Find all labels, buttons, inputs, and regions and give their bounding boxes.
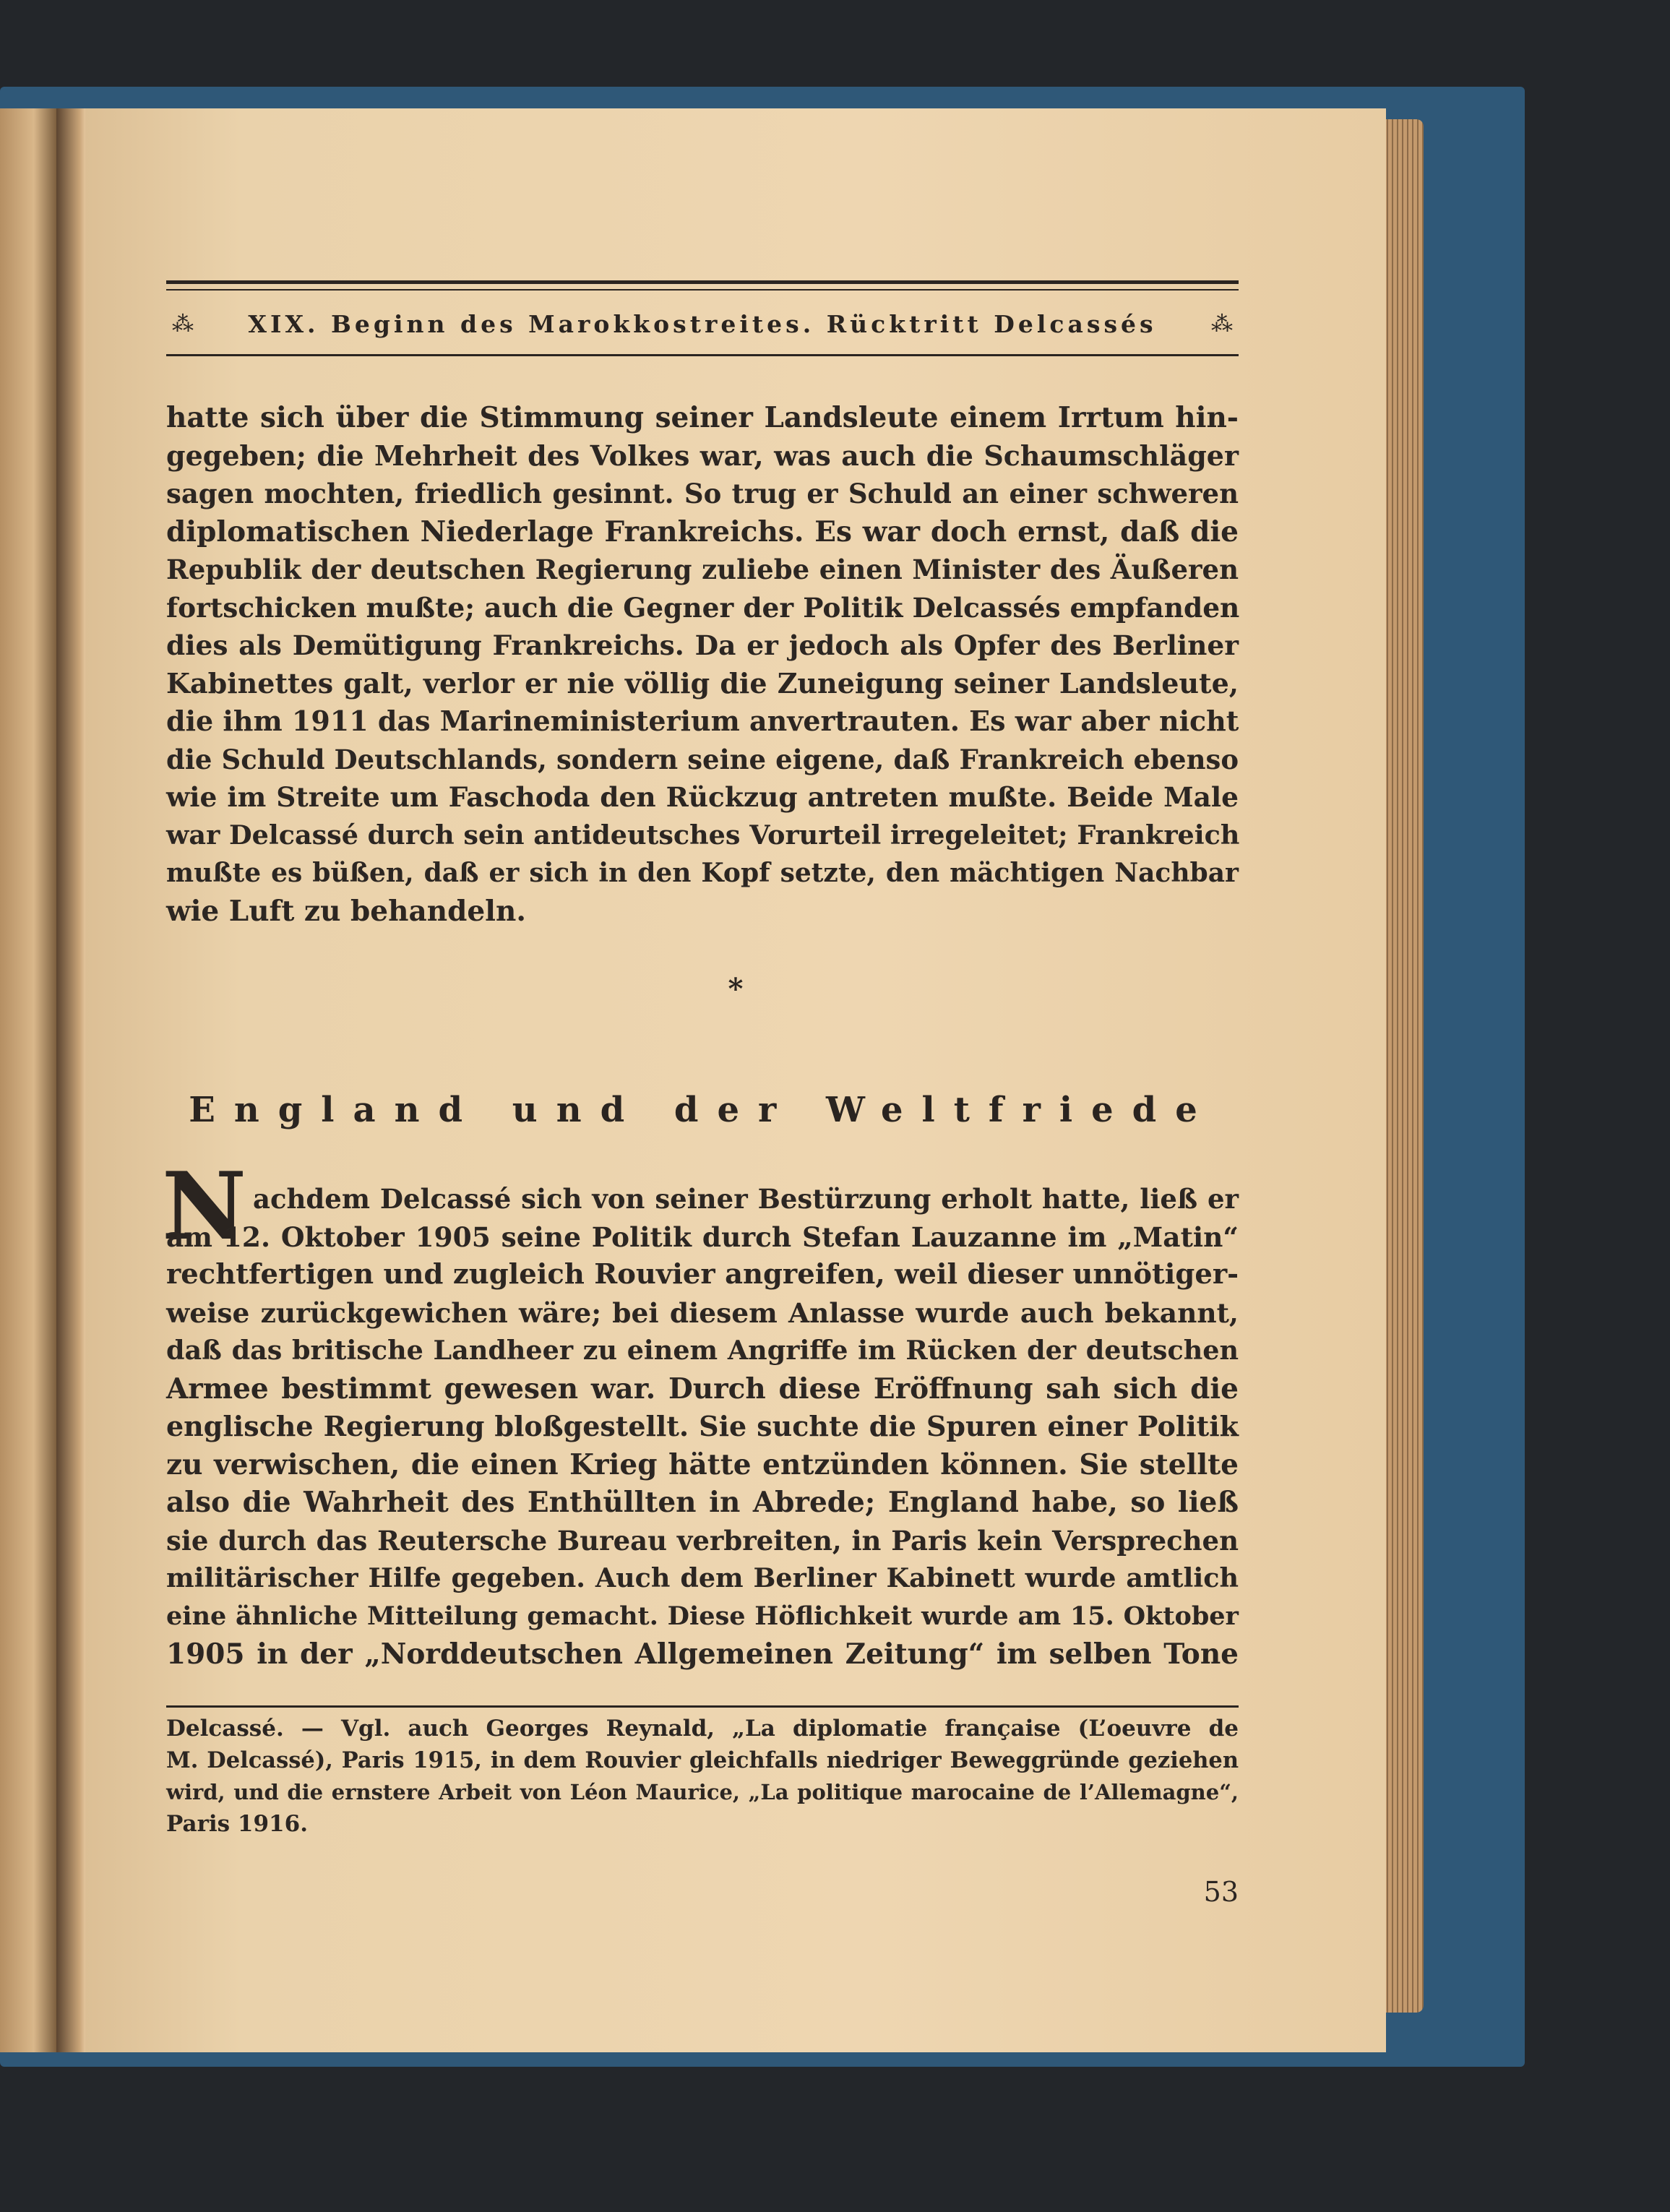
header-rule-top-thin: [166, 289, 1239, 291]
text-line: diplomatischen Niederlage Frankreichs. Es war doch ernst, daß die: [166, 515, 1239, 548]
gutter-shadow: [56, 108, 85, 2052]
section-separator: *: [728, 972, 744, 1006]
footnote-line: Paris 1916.: [166, 1811, 308, 1837]
text-line: die Schuld Deutschlands, sondern seine eigene, daß Frankreich ebenso: [166, 743, 1239, 775]
book-page: [85, 108, 1386, 2052]
footnote: [166, 1713, 1239, 1840]
text-line: also die Wahrheit des Enthüllten in Abrede; England habe, so ließ: [166, 1486, 1239, 1519]
header-rule-top: [166, 280, 1239, 284]
text-line: gegeben; die Mehrheit des Volkes war, was auch die Schaumschläger: [166, 439, 1239, 472]
text-line: wie Luft zu behandeln.: [166, 894, 526, 928]
ornament-right: ⁂: [1211, 311, 1233, 337]
text-line: englische Regierung bloßgestellt. Sie suchte die Spuren einer Politik: [166, 1410, 1239, 1442]
text-line: rechtfertigen und zugleich Rouvier angreifen, weil dieser unnötiger-: [166, 1258, 1239, 1291]
text-line: daß das britische Landheer zu einem Angriffe im Rücken der deutschen: [166, 1335, 1239, 1366]
ornament-left: ⁂: [172, 311, 194, 337]
text-line: fortschicken mußte; auch die Gegner der Politik Delcassés empfanden: [166, 591, 1240, 624]
text-line: sie durch das Reutersche Bureau verbreiten, in Paris kein Versprechen: [166, 1524, 1239, 1557]
text-line: militärischer Hilfe gegeben. Auch dem Berliner Kabinett wurde amtlich: [166, 1562, 1239, 1593]
chapter-paragraph: [166, 1180, 1239, 1674]
running-head: [166, 302, 1239, 345]
text-line: zu verwischen, die einen Krieg hätte entzünden können. Sie stellte: [166, 1447, 1239, 1481]
text-line: Kabinettes galt, verlor er nie völlig die Zuneigung seiner Landsleute,: [166, 666, 1239, 700]
text-line: wie im Streite um Faschoda den Rückzug antreten mußte. Beide Male: [166, 781, 1239, 813]
text-line: hatte sich über die Stimmung seiner Landsleute einem Irrtum hin-: [166, 401, 1239, 434]
text-line: weise zurückgewichen wäre; bei diesem Anlasse wurde auch bekannt,: [166, 1296, 1239, 1329]
text-line: eine ähnliche Mitteilung gemacht. Diese Höflichkeit wurde am 15. Oktober: [166, 1601, 1239, 1631]
header-rule-bottom: [166, 354, 1239, 356]
text-line: 1905 in der „Norddeutschen Allgemeinen Zeitung“ im selben Tone: [166, 1638, 1239, 1671]
footnote-line: Delcassé. — Vgl. auch Georges Reynald, „La diplomatie française (L’oeuvre de: [166, 1716, 1239, 1742]
section-title: England und der Weltfriede: [189, 1090, 1216, 1130]
footnote-rule: [166, 1705, 1239, 1708]
page-number: 53: [1203, 1876, 1239, 1908]
drop-cap: N: [162, 1153, 246, 1261]
text-line: am 12. Oktober 1905 seine Politik durch Stefan Lauzanne im „Matin“: [166, 1221, 1239, 1253]
text-line: die ihm 1911 das Marineministerium anvertrauten. Es war aber nicht: [166, 705, 1239, 737]
text-line: Republik der deutschen Regierung zuliebe einen Minister des Äußeren: [166, 554, 1239, 585]
text-line: dies als Demütigung Frankreichs. Da er jedoch als Opfer des Berliner: [166, 629, 1239, 661]
text-line: sagen mochten, friedlich gesinnt. So trug er Schuld an einer schweren: [166, 478, 1239, 509]
text-line: achdem Delcassé sich von seiner Bestürzung erholt hatte, ließ er: [253, 1183, 1239, 1215]
running-head-title: XIX. Beginn des Marokkostreites. Rücktritt Delcassés: [248, 309, 1157, 338]
footnote-line: wird, und die ernstere Arbeit von Léon Maurice, „La politique marocaine de l’Allemagne“,: [166, 1780, 1239, 1804]
text-line: Armee bestimmt gewesen war. Durch diese Eröffnung sah sich die: [166, 1372, 1239, 1406]
top-paragraph: [166, 399, 1239, 930]
footnote-line: M. Delcassé), Paris 1915, in dem Rouvier gleichfalls niedriger Beweggründe geziehen: [166, 1747, 1239, 1773]
text-line: mußte es büßen, daß er sich in den Kopf setzte, den mächtigen Nachbar: [166, 858, 1239, 888]
facing-page-edge: [0, 108, 56, 2052]
text-line: war Delcassé durch sein antideutsches Vorurteil irregeleitet; Frankreich: [166, 819, 1240, 851]
